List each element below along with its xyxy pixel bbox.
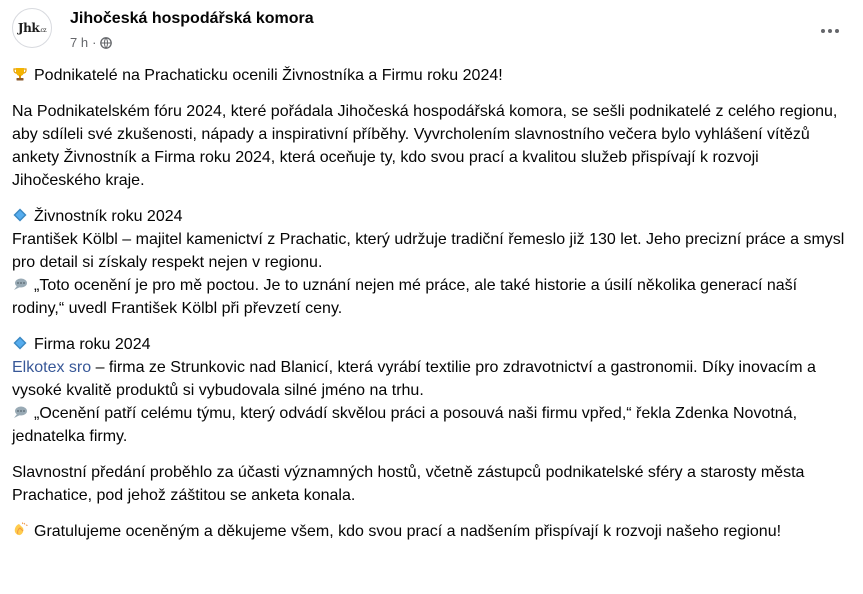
- section1-quote-text: „Toto ocenění je pro mě poctou. Je to uznání nejen mé práce, ale také historie a úsilí několika generací naší rodiny,“ uvedl František Kölbl při převzetí ceny.: [12, 277, 798, 317]
- section1-title: [12, 205, 851, 228]
- trophy-icon: [12, 66, 28, 82]
- intro-paragraph: Na Podnikatelském fóru 2024, které pořádala Jihočeská hospodářská komora, se sešli podnikatelé z celého regionu, aby sdíleli své zkušenosti, nápady a inspirativní příběhy. Vyvrcholením slavnostního večera bylo vyhlášení vítězů ankety Živnostník a Firma roku 2024, která oceňuje ty, kdo svou prací a kvalitou služeb přispívají k rozvoji Jihočeského kraje.: [12, 103, 838, 189]
- clapping-hands-icon: [12, 522, 28, 538]
- section1-quote: [12, 274, 851, 320]
- post-header: [12, 8, 851, 54]
- blue-diamond-icon: [12, 207, 28, 223]
- post-body: [12, 64, 851, 543]
- congrats-paragraph: [12, 520, 851, 543]
- elkotex-link[interactable]: Elkotex sro: [12, 359, 92, 376]
- more-options-icon[interactable]: [821, 20, 845, 32]
- page-name-link[interactable]: Jihočeská hospodářská komora: [70, 10, 314, 27]
- speech-bubble-icon: [12, 404, 28, 420]
- section1-text: František Kölbl – majitel kamenictví z Prachatic, který udržuje tradiční řemeslo již 130 let. Jeho precizní práce a smysl pro detail si získaly respekt nejen v regionu.: [12, 231, 845, 271]
- section2-text-body: – firma ze Strunkovic nad Blanicí, která vyrábí textilie pro zdravotnictví a gastronomii. Díky inovacím a vysoké kvalitě produktů si vybudovala silné jméno na trhu.: [12, 359, 816, 399]
- post-headline: [12, 64, 851, 87]
- speech-bubble-icon: [12, 276, 28, 292]
- section2-quote-text: „Ocenění patří celému týmu, který odvádí skvělou práci a posouvá naši firmu vpřed,“ řekla Zdenka Novotná, jednatelka firmy.: [12, 405, 798, 445]
- avatar-logo: Jhk.cz: [17, 21, 47, 35]
- avatar[interactable]: [12, 8, 52, 48]
- closing-paragraph: Slavnostní předání proběhlo za účasti významných hostů, včetně zástupců podnikatelské sféry a starosty města Prachatice, pod jehož záštitou se anketa konala.: [12, 464, 805, 504]
- post-meta: [70, 35, 112, 50]
- meta-separator: ·: [92, 35, 97, 50]
- headline-text: Podnikatelé na Prachaticku ocenili Živnostníka a Firmu roku 2024!: [34, 67, 503, 84]
- section2-quote: [12, 402, 851, 448]
- blue-diamond-icon: [12, 335, 28, 351]
- post-timestamp[interactable]: 7 h: [70, 35, 89, 50]
- section1-title-text: Živnostník roku 2024: [34, 208, 183, 225]
- section2-title-text: Firma roku 2024: [34, 336, 151, 353]
- globe-icon[interactable]: [100, 37, 112, 49]
- congrats-text: Gratulujeme oceněným a děkujeme všem, kdo svou prací a nadšením přispívají k rozvoji našeho regionu!: [34, 523, 782, 540]
- section2-text: [12, 356, 851, 402]
- section2-title: [12, 333, 851, 356]
